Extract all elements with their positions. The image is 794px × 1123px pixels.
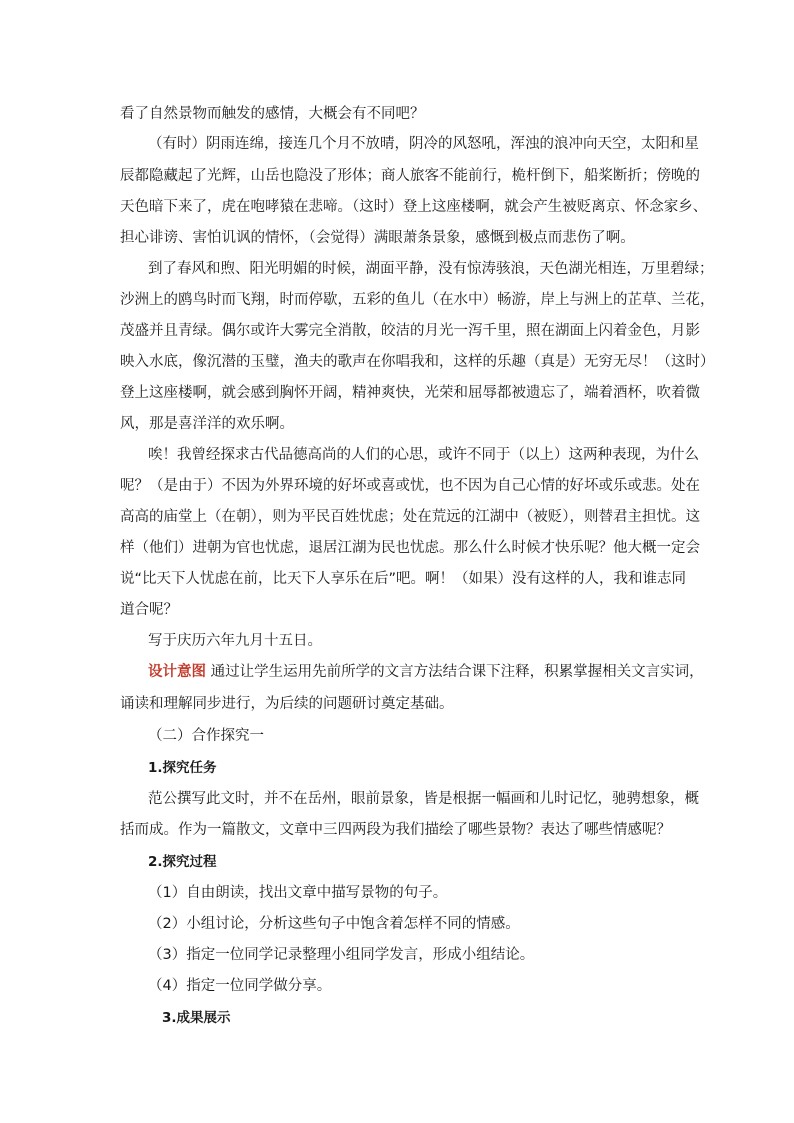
process-step: （2）小组讨论，分析这些句子中饱含着怎样不同的情感。 bbox=[148, 916, 520, 932]
section-heading: （二）合作探究一 bbox=[148, 728, 264, 744]
paragraph-line: 茂盛并且青绿。偶尔或许大雾完全消散，皎洁的月光一泻千里，照在湖面上闪着金色，月影 bbox=[120, 323, 700, 339]
design-intent-text: 通过让学生运用先前所学的文言方法结合课下注释，积累掌握相关文言实词， bbox=[210, 664, 704, 680]
paragraph-line: 唉！我曾经探求古代品德高尚的人们的心思，或许不同于（以上）这两种表现，为什么 bbox=[148, 447, 699, 463]
task-line: 括而成。作为一篇散文，文章中三四两段为我们描绘了哪些景物？表达了哪些情感呢？ bbox=[120, 822, 671, 838]
paragraph-line: 风，那是喜洋洋的欢乐啊。 bbox=[120, 416, 294, 432]
paragraph-line: 到了春风和煦、阳光明媚的时候，湖面平静，没有惊涛骇浪，天色湖光相连，万里碧绿； bbox=[148, 261, 714, 277]
paragraph-line: （有时）阴雨连绵，接连几个月不放晴，阴冷的风怒吼，浑浊的浪冲向天空，太阳和星 bbox=[148, 136, 699, 152]
paragraph-line: 登上这座楼啊，就会感到胸怀开阔，精神爽快，光荣和屈辱都被遗忘了，端着酒杯，吹着微 bbox=[120, 385, 700, 401]
paragraph-line: 呢？（是由于）不因为外界环境的好坏或喜或忧，也不因为自己心情的好坏或乐或悲。处在 bbox=[120, 478, 700, 494]
process-heading: 2.探究过程 bbox=[148, 854, 217, 870]
paragraph-line: 样（他们）进朝为官也忧虑，退居江湖为民也忧虑。那么什么时候才快乐呢？他大概一定会 bbox=[120, 540, 700, 556]
task-heading: 1.探究任务 bbox=[148, 760, 217, 776]
design-intent-label: 设计意图 bbox=[148, 664, 206, 680]
paragraph-line: 高高的庙堂上（在朝），则为平民百姓忧虑；处在荒远的江湖中（被贬），则替君主担忧。这 bbox=[120, 509, 700, 525]
process-step: （3）指定一位同学记录整理小组同学发言，形成小组结论。 bbox=[148, 947, 535, 963]
design-intent-line: 诵读和理解同步进行，为后续的问题研讨奠定基础。 bbox=[120, 696, 454, 712]
process-step: （1）自由朗读，找出文章中描写景物的句子。 bbox=[148, 885, 448, 901]
paragraph-line: 看了自然景物而触发的感情，大概会有不同吧？ bbox=[120, 106, 425, 122]
result-heading: 3.成果展示 bbox=[162, 1010, 231, 1026]
paragraph-line: 道合呢？ bbox=[120, 602, 178, 618]
paragraph-line: 天色暗下来了，虎在咆哮猿在悲啼。（这时）登上这座楼啊，就会产生被贬离京、怀念家乡、 bbox=[120, 199, 708, 215]
design-intent-line bbox=[148, 662, 704, 682]
paragraph-line: 映入水底，像沉潜的玉璧，渔夫的歌声在你唱我和，这样的乐趣（真是）无穷无尽！（这时） bbox=[120, 354, 715, 370]
paragraph-line: 辰都隐藏起了光辉，山岳也隐没了形体；商人旅客不能前行，桅杆倒下，船桨断折；傍晚的 bbox=[120, 168, 700, 184]
task-line: 范公撰写此文时，并不在岳州，眼前景象，皆是根据一幅画和儿时记忆，驰骋想象，概 bbox=[148, 791, 699, 807]
paragraph-line: 担心诽谤、害怕讥讽的情怀，（会觉得）满眼萧条景象，感慨到极点而悲伤了啊。 bbox=[120, 230, 635, 246]
paragraph-line: 说“比天下人忧虑在前，比天下人享乐在后”吧。啊！（如果）没有这样的人，我和谁志同 bbox=[120, 571, 687, 587]
paragraph-line: 沙洲上的鸥鸟时而飞翔，时而停歇，五彩的鱼儿（在水中）畅游，岸上与洲上的芷草、兰花， bbox=[120, 292, 715, 308]
process-step: （4）指定一位同学做分享。 bbox=[148, 978, 332, 994]
date-line: 写于庆历六年九月十五日。 bbox=[148, 633, 322, 649]
